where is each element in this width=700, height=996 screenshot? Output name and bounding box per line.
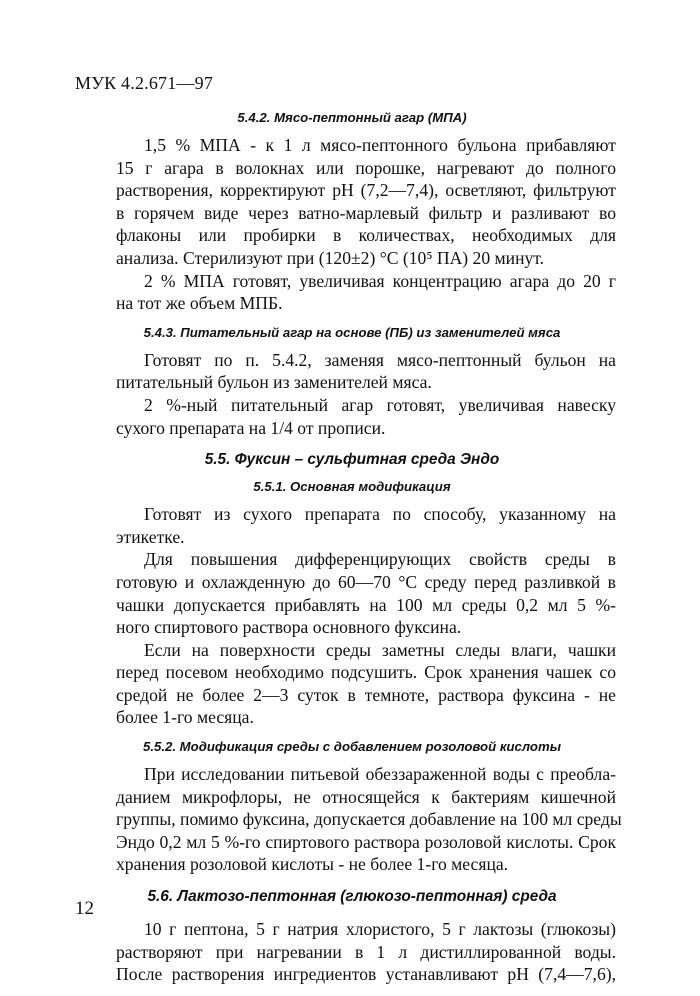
text-line: 2 %-ный питательный агар готовят, увеличивая навеску <box>144 394 616 415</box>
text-line: чашки допускается прибавлять на 100 мл среды 0,2 мл 5 %- <box>116 594 616 615</box>
text-line: готовую и охлажденную до 60—70 °С среду перед разливкой в <box>116 571 616 592</box>
text-line: сухого препарата на 1/4 от прописи. <box>116 417 386 438</box>
paragraph-mpa-2-percent <box>88 270 616 315</box>
text-line: флаконы или пробирки в количествах, необходимых для <box>116 225 616 246</box>
heading-5-4-2: 5.4.2. Мясо-пептонный агар (МПА) <box>237 110 467 125</box>
text-line: группы, помимо фуксина, допускается добавление на 100 мл среды <box>116 809 622 830</box>
paragraph-nutrient-agar <box>88 349 616 394</box>
text-line: 10 г пептона, 5 г натрия хлористого, 5 г лактозы (глюкозы) <box>144 919 616 940</box>
paragraph-endo-fuchsin <box>88 548 616 638</box>
text-line: данием микрофлоры, не относящейся к бактериям кишечной <box>116 786 616 807</box>
page-content <box>88 108 622 986</box>
text-line: анализа. Стерилизуют при (120±2) °С (10⁵ ПА) 20 минут. <box>116 247 545 268</box>
text-line: Готовят из сухого препарата по способу, указанному на <box>144 504 616 525</box>
text-line: в горячем виде через ватно-марлевый фильтр и разливают во <box>116 202 616 223</box>
paragraph-endo-storage <box>88 639 616 729</box>
heading-5-4-3: 5.4.3. Питательный агар на основе (ПБ) из заменителей мяса <box>143 324 561 340</box>
text-line: растворения, корректируют pH (7,2—7,4), осветляют, фильтруют <box>116 180 616 201</box>
text-line: 15 г агара в волокнах или порошке, нагревают до полного <box>116 157 616 178</box>
page-number: 12 <box>75 898 94 919</box>
text-line: более 1-го месяца. <box>116 707 254 728</box>
paragraph-nutrient-agar-2-percent <box>88 394 616 439</box>
paragraph-endo-basic <box>88 503 616 548</box>
text-line: хранения розоловой кислоты - не более 1-го месяца. <box>116 854 509 875</box>
text-line: питательный бульон из заменителей мяса. <box>116 372 432 393</box>
text-line: Готовят по п. 5.4.2, заменяя мясо-пептонный бульон на <box>144 349 616 370</box>
text-line: Эндо 0,2 мл 5 %-го спиртового раствора розоловой кислоты. Срок <box>116 831 616 852</box>
text-line: на тот же объем МПБ. <box>116 293 283 314</box>
text-line: Если на поверхности среды заметны следы влаги, чашки <box>144 639 616 660</box>
paragraph-lactose-peptone <box>88 918 616 986</box>
text-line: При исследовании питьевой обеззараженной воды с преобла- <box>144 764 616 785</box>
text-line: 2 % МПА готовят, увеличивая концентрацию агара до 20 г <box>144 270 616 291</box>
heading-5-5-1: 5.5.1. Основная модификация <box>253 479 451 495</box>
paragraph-rosolic-acid <box>88 763 622 876</box>
text-line: После растворения ингредиентов устанавливают pH (7,4—7,6), <box>116 964 616 985</box>
text-line: ного спиртового раствора основного фуксина. <box>116 617 462 638</box>
text-line: Для повышения дифференцирующих свойств среды в <box>144 549 616 570</box>
document-id: МУК 4.2.671—97 <box>75 73 214 93</box>
heading-5-6: 5.6. Лактозо-пептонная (глюкозо-пептонная) среда <box>147 888 557 906</box>
text-line: 1,5 % МПА - к 1 л мясо-пептонного бульона прибавляют <box>144 135 616 155</box>
text-line: перед посевом необходимо подсушить. Срок хранения чашек со <box>116 662 616 683</box>
text-line: этикетке. <box>116 526 185 547</box>
heading-5-5: 5.5. Фуксин – сульфитная среда Эндо <box>204 451 500 469</box>
text-line: средой не более 2—3 суток в темноте, раствора фуксина - не <box>116 684 616 705</box>
heading-5-5-2: 5.5.2. Модификация среды с добавлением розоловой кислоты <box>143 739 561 755</box>
text-line: растворяют при нагревании в 1 л дистиллированной воды. <box>116 941 616 962</box>
paragraph-mpa-preparation <box>88 134 616 270</box>
